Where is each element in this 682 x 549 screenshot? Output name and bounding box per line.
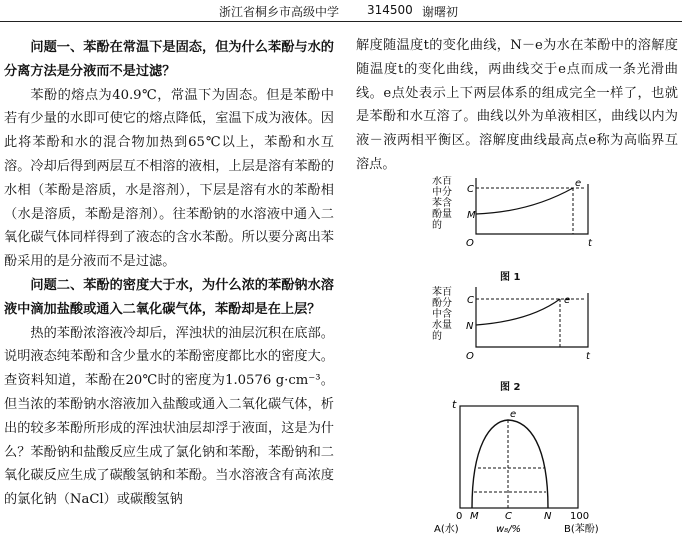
fig3-tick-n: N: [544, 511, 552, 522]
figure-2: [430, 285, 600, 370]
fig1-label-c: C: [467, 184, 474, 195]
fig2-label-c: C: [467, 295, 474, 306]
fig3-label-a: A(水): [434, 524, 459, 535]
answer-two-paragraph: 热的苯酚浓溶液冷却后，浑浊状的油层沉积在底部。说明液态纯苯酚和含少量水的苯酚密度都比水的密度大。查资料知道，苯酚在20℃时的密度为1.0576 g·cm⁻³。但当浓的苯酚钠水溶液加入盐酸或通入二氧化碳气体，析出的较多苯酚所形成的浑浊状油层却浮于液面，这是为什么？苯酚钠和盐酸反应生成了氯化钠和苯酚，苯酚钠和二氧化碳反应生成了碳酸氢钠和苯酚。当水溶液含有高浓度的氯化钠（NaCl）或碳酸氢钠: [4, 325, 334, 508]
fig3-label-w: w₈/%: [496, 524, 522, 535]
fig1-label-t: t: [588, 238, 592, 249]
question-one-heading: 问题一、苯酚在常温下是固态，但为什么苯酚与水的分离方法是分液而不是过滤？: [4, 40, 334, 79]
fig2-ylabel-line: 中含: [432, 309, 452, 320]
fig3-label-e: e: [510, 409, 517, 420]
fig3-tick-m: M: [470, 511, 479, 522]
figure-3: [430, 396, 620, 536]
fig1-label-m: M: [467, 210, 476, 221]
fig1-ylabel-line: 水百: [432, 176, 452, 187]
fig2-curve: [476, 299, 560, 325]
fig1-frame: [476, 178, 588, 234]
figure-3-diagram: [430, 396, 620, 536]
header-postcode: 314500: [367, 3, 413, 17]
figure-1-caption: 图 1: [500, 272, 521, 283]
fig2-ylabel-line: 苯百: [432, 287, 452, 298]
left-column: [4, 36, 334, 512]
fig1-label-o: O: [466, 238, 474, 249]
answer-one-paragraph: 苯酚的熔点为40.9℃，常温下为固态。但是苯酚中若有少量的水即可使它的熔点降低，室温下成为液体。因此将苯酚和水的混合物加热到65℃以上，苯酚和水互溶。冷却后得到两层互不相溶的液相，上层是溶有苯酚的水相（苯酚是溶质，水是溶剂），下层是溶有水的苯酚相（水是溶质，苯酚是溶剂）。往苯酚钠的水溶液中通入二氧化碳气体同样得到了液态的含水苯酚。所以要分离出苯酚采用的是分液而不是过滤。: [4, 87, 334, 270]
question-two-heading: 问题二、苯酚的密度大于水，为什么浓的苯酚钠水溶液中滴加盐酸或通入二氧化碳气体，苯酚却是在上层？: [4, 277, 334, 317]
fig1-ylabel-line: 中分: [432, 187, 452, 198]
fig2-label-n: N: [466, 321, 474, 332]
figure-1-diagram: [430, 176, 600, 268]
fig2-label-e: e: [564, 295, 571, 306]
fig2-ylabel-line: 水量: [432, 320, 452, 331]
header-author: 谢曙初: [422, 5, 459, 19]
page-header: [0, 2, 682, 22]
figure-2-diagram: [430, 285, 600, 370]
fig3-tick-c: C: [505, 511, 512, 522]
right-paragraph: 解度随温度t的变化曲线，N－e为水在苯酚中的溶解度随温度t的变化曲线，两曲线交于e点而成一条光滑曲线。e点处表示上下两层体系的组成完全一样了，也就是苯酚和水互溶了。曲线以外为单液相区，曲线以内为液－液两相平衡区。溶解度曲线最高点e称为高临界互溶点。: [356, 38, 678, 172]
fig3-label-t: t: [452, 398, 457, 411]
figure-1: [430, 176, 600, 268]
figure-2-caption: 图 2: [500, 382, 521, 393]
fig2-ylabel-line: 的: [432, 331, 442, 342]
fig1-ylabel-line: 的: [432, 220, 442, 231]
fig3-tick-0: 0: [456, 511, 463, 522]
fig2-label-t: t: [586, 351, 590, 362]
fig3-label-b: B(苯酚): [564, 524, 599, 535]
fig3-tick-100: 100: [570, 511, 590, 522]
fig2-label-o: O: [466, 351, 474, 362]
fig2-ylabel-line: 酚分: [432, 298, 452, 309]
right-column-text: [356, 34, 678, 177]
fig3-solubility-curve: [472, 420, 548, 508]
fig1-curve: [476, 188, 573, 214]
header-school: 浙江省桐乡市高级中学: [219, 5, 340, 19]
fig1-label-e: e: [575, 178, 582, 189]
fig1-ylabel-line: 酚量: [432, 209, 452, 220]
fig1-ylabel-line: 苯含: [432, 198, 452, 209]
fig2-frame: [476, 287, 588, 347]
header-rule: [0, 21, 682, 22]
